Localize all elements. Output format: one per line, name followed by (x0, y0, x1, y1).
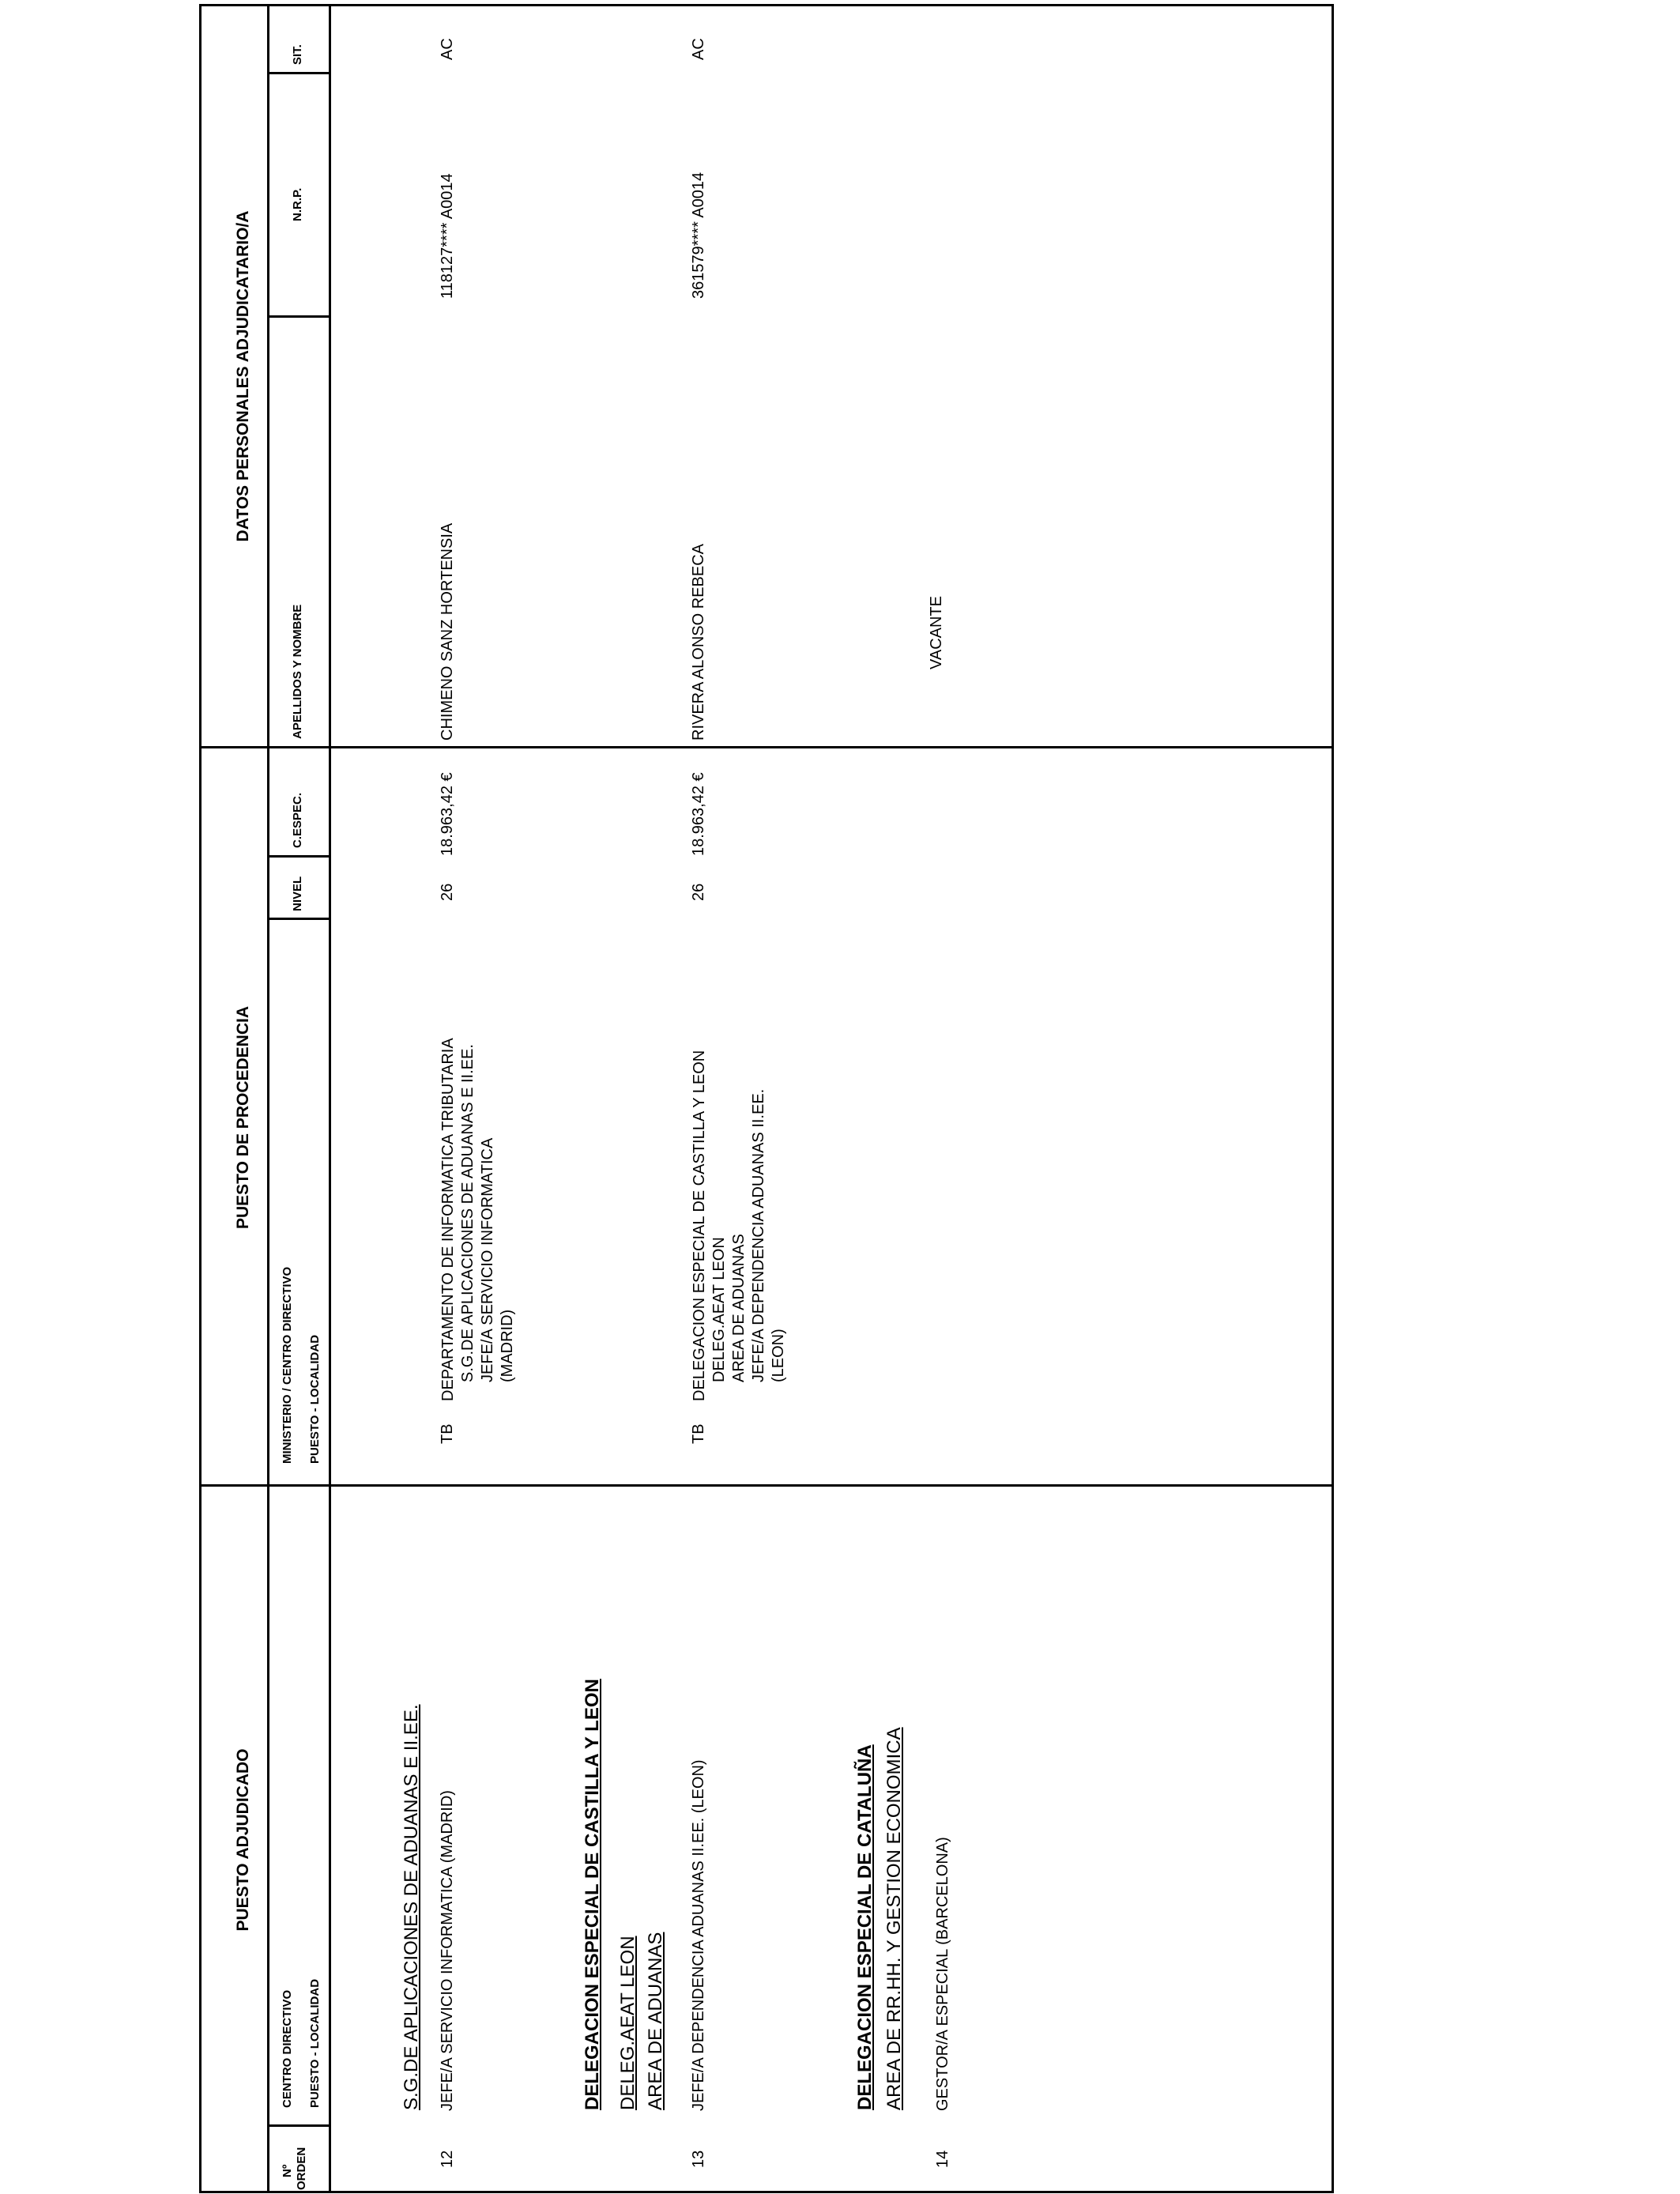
delegation-title: DELEGACION ESPECIAL DE CATALUÑA (854, 1744, 876, 2110)
entry-apellidos: RIVERA ALONSO REBECA (690, 544, 707, 741)
group-header-divider (267, 4, 269, 2193)
col-sit: SIT. (291, 44, 304, 65)
entry-proc-lines (439, 1038, 518, 1401)
entry-proc-lines (690, 1050, 789, 1401)
entry-nrp: 361579**** A0014 (690, 172, 707, 299)
col-orden-1: Nº (281, 2164, 294, 2177)
entry-proc-code: TB (690, 1423, 707, 1444)
entry-nivel: 26 (439, 883, 456, 901)
proc-line: DELEGACION ESPECIAL DE CASTILLA Y LEON (691, 1050, 708, 1401)
unit-title: S.G.DE APLICACIONES DE ADUANAS E II.EE. (401, 1704, 422, 2110)
entry-orden: 14 (934, 2150, 951, 2168)
group-divider-procedencia (199, 746, 1334, 748)
table-right-border (199, 4, 1334, 6)
col-centro-directivo: CENTRO DIRECTIVO (281, 1989, 294, 2108)
col-proc-puesto-localidad: PUESTO - LOCALIDAD (308, 1334, 322, 1464)
entry-puesto: GESTOR/A ESPECIAL (BARCELONA) (934, 1837, 951, 2111)
cespec-col-divider (267, 855, 330, 858)
nivel-col-divider (267, 918, 330, 920)
proc-line: DEPARTAMENTO DE INFORMATICA TRIBUTARIA (439, 1038, 457, 1401)
proc-line: DELEG.AEAT LEON (710, 1237, 728, 1382)
table-top-border (199, 4, 202, 2193)
entry-sit: AC (690, 38, 707, 60)
nrp-col-divider (267, 315, 330, 318)
column-header-divider (329, 4, 331, 2193)
entry-puesto: JEFE/A DEPENDENCIA ADUANAS II.EE. (LEON) (690, 1759, 707, 2111)
entry-nrp: 118127**** A0014 (439, 173, 456, 299)
col-apellidos-nombre: APELLIDOS Y NOMBRE (291, 604, 304, 739)
proc-line: (LEON) (770, 1329, 787, 1382)
table-left-border (199, 2191, 1334, 2193)
proc-line: JEFE/A DEPENDENCIA ADUANAS II.EE. (750, 1088, 767, 1382)
entry-apellidos: CHIMENO SANZ HORTENSIA (439, 522, 456, 741)
col-nivel: NIVEL (291, 876, 304, 911)
entry-nivel: 26 (690, 883, 707, 901)
group-header-procedencia: PUESTO DE PROCEDENCIA (234, 1006, 252, 1229)
proc-line: JEFE/A SERVICIO INFORMATICA (479, 1137, 496, 1382)
delegation-sub-2: AREA DE ADUANAS (645, 1932, 666, 2110)
adjudication-table (199, 4, 1334, 2193)
entry-sit: AC (439, 38, 456, 60)
entry-c-espec: 18.963,42 € (690, 772, 707, 856)
entry-orden: 13 (690, 2150, 707, 2168)
proc-line: S.G.DE APLICACIONES DE ADUANAS E II.EE. (459, 1044, 477, 1382)
entry-status-vacante: VACANTE (928, 596, 945, 669)
col-orden-2: ORDEN (295, 2147, 308, 2190)
col-c-espec: C.ESPEC. (291, 792, 304, 848)
col-ministerio-centro: MINISTERIO / CENTRO DIRECTIVO (281, 1266, 294, 1464)
delegation-title: DELEGACION ESPECIAL DE CASTILLA Y LEON (582, 1679, 603, 2110)
entry-c-espec: 18.963,42 € (439, 772, 456, 856)
proc-line: AREA DE ADUANAS (730, 1234, 748, 1382)
delegation-sub-1: AREA DE RR.HH. Y GESTION ECONOMICA (883, 1727, 905, 2110)
col-puesto-localidad: PUESTO - LOCALIDAD (308, 1978, 322, 2108)
orden-col-divider (267, 2124, 330, 2127)
proc-line: (MADRID) (499, 1309, 516, 1382)
entry-puesto: JEFE/A SERVICIO INFORMATICA (MADRID) (439, 1790, 456, 2111)
group-header-datos: DATOS PERSONALES ADJUDICATARIO/A (234, 210, 252, 542)
entry-proc-code: TB (439, 1423, 456, 1444)
sit-col-divider (267, 72, 330, 74)
entry-orden: 12 (439, 2150, 456, 2168)
group-header-adjudicado: PUESTO ADJUDICADO (234, 1748, 252, 1932)
table-bottom-border (1332, 4, 1334, 2193)
group-divider-adjudicado (199, 1484, 1334, 1487)
delegation-sub-1: DELEG.AEAT LEON (617, 1936, 638, 2110)
col-nrp: N.R.P. (291, 187, 304, 221)
